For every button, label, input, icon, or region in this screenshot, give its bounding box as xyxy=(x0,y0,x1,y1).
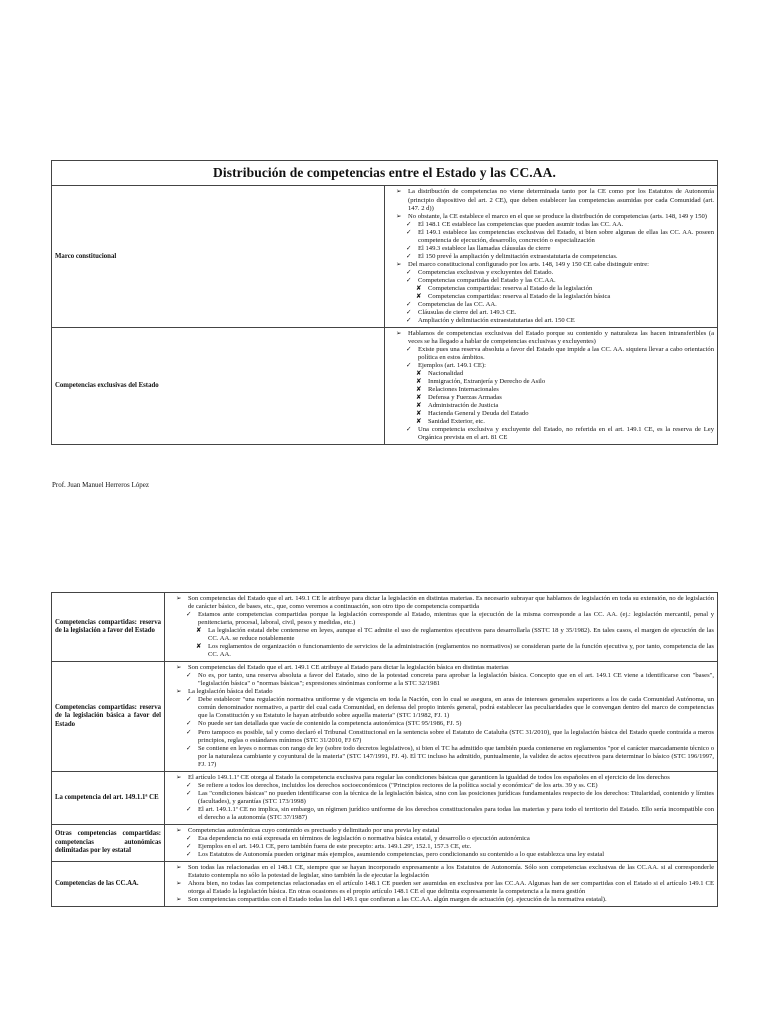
list-item-text: Competencias compartidas: reserva al Estado de la legislación básica xyxy=(428,292,611,300)
list-item xyxy=(168,696,714,720)
cross-bullet-icon: ✘ xyxy=(416,292,422,300)
document-page-1 xyxy=(0,0,768,505)
list-item xyxy=(168,611,714,627)
list-item xyxy=(388,402,714,410)
list-item xyxy=(388,362,714,370)
list-item-text: La distribución de competencias no viene determinada tanto por la CE como por los Estatutos de Autonomía (principio dispositivo del art. 2 CE), que deben establecer las competencias asumidas por cada Comunidad (art. 147. 2 d)) xyxy=(408,188,714,212)
list-item xyxy=(388,317,714,325)
check-bullet-icon: ✓ xyxy=(406,308,412,316)
arrow-bullet-icon: ➢ xyxy=(176,880,182,888)
list-item-text: No es, por tanto, una reserva absoluta a favor del Estado, sino de la potestad concreta para aprobar la legislación básica. Concepto que en el art. 149.1 CE viene a identificarse con "bases", "legislación básica" o "normas básicas"; expresiones sinónimas conforme a la STC 32/1981 xyxy=(198,672,714,688)
list-item xyxy=(388,188,714,212)
row-label: La competencia del art. 149.1.1ª CE xyxy=(52,771,165,824)
check-bullet-icon: ✓ xyxy=(406,316,412,324)
table-row xyxy=(52,328,718,445)
table-row xyxy=(52,771,718,824)
list-item-text: Defensa y Fuerzas Armadas xyxy=(428,394,502,402)
list-item xyxy=(168,896,714,904)
list-item xyxy=(388,229,714,245)
table-row xyxy=(52,861,718,906)
list-item-text: Son todas las relacionadas en el 148.1 CE, siempre que se hayan incorporado expresamente a los Estatutos de Autonomía. Sólo son competencias exclusivas de las CC.AA. si al corresponderle Estatuto contempla no sólo la potestad de legislar, sino también la de ejecutar la legislación xyxy=(188,863,714,879)
document-title: Distribución de competencias entre el Estado y las CC.AA. xyxy=(52,161,718,186)
list-item xyxy=(388,378,714,386)
list-item xyxy=(388,386,714,394)
list-item xyxy=(168,643,714,659)
list-item-text: Relaciones Internacionales xyxy=(428,386,499,394)
list-item xyxy=(168,835,714,843)
check-bullet-icon: ✓ xyxy=(186,672,192,680)
list-item xyxy=(168,851,714,859)
check-bullet-icon: ✓ xyxy=(406,244,412,252)
arrow-bullet-icon: ➢ xyxy=(396,330,402,337)
list-item-text: Son competencias compartidas con el Estado todas las del 149.1 que confieran a las CC.AA. algún margen de actuación (ej. ejecución de la normativa estatal). xyxy=(188,896,607,904)
bullet-list xyxy=(168,595,714,659)
arrow-bullet-icon: ➢ xyxy=(176,595,182,602)
list-item xyxy=(388,277,714,285)
row-content xyxy=(385,186,718,328)
list-item xyxy=(388,394,714,402)
competencias-table-2 xyxy=(51,592,718,907)
check-bullet-icon: ✓ xyxy=(186,850,192,858)
list-item xyxy=(388,426,714,442)
list-item-text: Nacionalidad xyxy=(428,370,464,378)
list-item xyxy=(168,782,714,790)
list-item-text: El art. 149.1.1ª CE no implica, sin embargo, un régimen jurídico uniforme de los derechos constitucionales para todas las materias y para todo el territorio del Estado. Ello sería incompatible con el derecho a la autonomía (STC 37/1987) xyxy=(198,805,714,821)
list-item xyxy=(168,774,714,782)
list-item xyxy=(168,880,714,896)
check-bullet-icon: ✓ xyxy=(186,834,192,842)
list-item-text: Hablamos de competencias exclusivas del Estado porque su contenido y naturaleza las hacen intransferibles (a veces se ha llegado a hablar de competencias exclusivas y excluyentes) xyxy=(408,330,714,346)
bullet-list xyxy=(168,664,714,768)
check-bullet-icon: ✓ xyxy=(406,252,412,260)
row-label: Otras competencias compartidas: competencias autonómicas delimitadas por ley estatal xyxy=(52,824,165,861)
list-item-text: Una competencia exclusiva y excluyente del Estado, no referida en el art. 149.1 CE, es la reserva de Ley Orgánica prevista en el art. 81 CE xyxy=(418,426,714,442)
list-item xyxy=(168,729,714,745)
list-item-text: Ejemplos en el art. 149.1 CE, pero también fuera de este precepto: arts. 149.1.29ª, 152.1, 157.3 CE, etc. xyxy=(198,842,472,850)
competencias-table-1 xyxy=(51,160,718,445)
list-item xyxy=(168,843,714,851)
list-item-text: Hacienda General y Deuda del Estado xyxy=(428,410,529,418)
row-label: Competencias exclusivas del Estado xyxy=(52,328,385,445)
row-content xyxy=(385,328,718,445)
cross-bullet-icon: ✘ xyxy=(416,386,422,394)
row-content xyxy=(165,662,718,771)
bullet-list xyxy=(388,188,714,325)
list-item xyxy=(168,806,714,822)
check-bullet-icon: ✓ xyxy=(186,728,192,736)
check-bullet-icon: ✓ xyxy=(186,720,192,728)
row-label: Competencias compartidas: reserva de la legislación a favor del Estado xyxy=(52,593,165,662)
check-bullet-icon: ✓ xyxy=(406,220,412,228)
list-item-text: Se contiene en leyes o normas con rango de ley (sobre todo decretos legislativos), si bien el TC ha admitido que también pueda contenerse en reglamentos "por el carácter marcadamente técnico o por la naturaleza cambiante y coyuntural de la materia" (STC 147/1991, FJ. 4). El TC incluso ha admitido, puntualmente, la validez de actos ejecutivos para determinar lo básico (STC 196/1997, FJ. 17) xyxy=(198,744,714,768)
list-item-text: Competencias autonómicas cuyo contenido es precisado y delimitado por una previa ley estatal xyxy=(188,826,440,834)
list-item-text: Ejemplos (art. 149.1 CE): xyxy=(418,362,486,370)
list-item xyxy=(388,330,714,346)
list-item-text: Competencias exclusivas y excluyentes del Estado. xyxy=(418,268,554,276)
check-bullet-icon: ✓ xyxy=(186,842,192,850)
list-item xyxy=(168,664,714,672)
list-item xyxy=(388,261,714,269)
list-item-text: La legislación básica del Estado xyxy=(188,688,273,696)
list-item xyxy=(168,627,714,643)
bullet-list xyxy=(168,774,714,822)
list-item xyxy=(388,418,714,426)
list-item xyxy=(388,269,714,277)
list-item xyxy=(168,827,714,835)
table-row xyxy=(52,593,718,662)
list-item xyxy=(168,790,714,806)
cross-bullet-icon: ✘ xyxy=(416,402,422,410)
arrow-bullet-icon: ➢ xyxy=(396,260,402,268)
table-row xyxy=(52,186,718,328)
list-item-text: Ahora bien, no todas las competencias relacionadas en el artículo 148.1 CE pueden ser asumidas en exclusiva por las CC.AA. Algunas han de ser compartidas con el Estado si el artículo 149.1 CE otorga al Estado la legislación básica. En otras ocasiones es el propio artículo 148.1 CE el que delimita expresamente la competencia a la mera gestión xyxy=(188,880,714,896)
list-item xyxy=(388,370,714,378)
list-item-text: El 149.3 establece las llamadas cláusulas de cierre xyxy=(418,244,551,252)
list-item xyxy=(388,410,714,418)
list-item-text: Son competencias del Estado que el art. 149.1 CE atribuye al Estado para dictar la legislación básica en distintas materias xyxy=(188,664,509,672)
check-bullet-icon: ✓ xyxy=(186,611,192,619)
list-item-text: No puede ser tan detallada que vacíe de contenido la competencia autonómica (STC 95/1986, FJ. 5) xyxy=(198,720,462,728)
check-bullet-icon: ✓ xyxy=(186,789,192,797)
list-item-text: El 150 prevé la ampliación y delimitación extraestatutaria de competencias. xyxy=(418,252,618,260)
list-item-text: El artículo 149.1.1ª CE otorga al Estado la competencia exclusiva para regular las condiciones básicas que garanticen la igualdad de todos los españoles en el ejercicio de los derechos xyxy=(188,773,670,781)
check-bullet-icon: ✓ xyxy=(406,300,412,308)
cross-bullet-icon: ✘ xyxy=(416,394,422,402)
cross-bullet-icon: ✘ xyxy=(416,370,422,378)
list-item-text: Del marco constitucional configurado por los arts. 148, 149 y 150 CE cabe distinguir entre: xyxy=(408,260,649,268)
list-item-text: Esa dependencia no está expresada en términos de legislación o normativa básica estatal, y desarrollo o ejecución autonómica xyxy=(198,834,530,842)
row-content xyxy=(165,771,718,824)
arrow-bullet-icon: ➢ xyxy=(176,826,182,834)
table-row xyxy=(52,824,718,861)
list-item-text: Los Estatutos de Autonomía pueden originar más ejemplos, asumiendo competencias, pero condicionando su contenido a lo que establezca una ley estatal xyxy=(198,850,605,858)
arrow-bullet-icon: ➢ xyxy=(176,773,182,781)
row-content xyxy=(165,593,718,662)
list-item xyxy=(388,301,714,309)
list-item xyxy=(168,595,714,611)
cross-bullet-icon: ✘ xyxy=(416,284,422,292)
list-item xyxy=(388,253,714,261)
check-bullet-icon: ✓ xyxy=(406,268,412,276)
arrow-bullet-icon: ➢ xyxy=(176,863,182,871)
list-item xyxy=(168,720,714,728)
arrow-bullet-icon: ➢ xyxy=(396,188,402,196)
arrow-bullet-icon: ➢ xyxy=(176,896,182,904)
list-item-text: Los reglamentos de organización o funcionamiento de servicios de la administración (reglamentos no normativos) se consideran parte de la función ejecutiva y, por tanto, competencia de las CC. AA. xyxy=(208,643,714,659)
list-item xyxy=(168,864,714,880)
list-item-text: Existe pues una reserva absoluta a favor del Estado que impide a las CC. AA. siquiera llevar a cabo orientación política en estos ámbitos. xyxy=(418,346,714,362)
document-page-2 xyxy=(0,588,768,1024)
check-bullet-icon: ✓ xyxy=(186,781,192,789)
check-bullet-icon: ✓ xyxy=(186,805,192,813)
list-item-text: El 148.1 CE establece las competencias que pueden asumir todas las CC. AA. xyxy=(418,220,624,228)
row-label: Competencias compartidas: reserva de la legislación básica a favor del Estado xyxy=(52,662,165,771)
arrow-bullet-icon: ➢ xyxy=(176,664,182,672)
cross-bullet-icon: ✘ xyxy=(416,410,422,418)
list-item xyxy=(388,221,714,229)
row-content xyxy=(165,824,718,861)
list-item xyxy=(388,309,714,317)
list-item xyxy=(168,745,714,769)
list-item xyxy=(388,346,714,362)
list-item-text: La legislación estatal debe contenerse en leyes, aunque el TC admite el uso de reglamentos ejecutivos para desarrollarla (SSTC 18 y 35/1982). En tales casos, el margen de ejecución de las CC. AA. se reduce notablemente xyxy=(208,627,714,643)
bullet-list xyxy=(168,827,714,859)
row-label: Marco constitucional xyxy=(52,186,385,328)
check-bullet-icon: ✓ xyxy=(406,228,412,236)
cross-bullet-icon: ✘ xyxy=(196,627,202,635)
list-item-text: Ampliación y delimitación extraestatutarias del art. 150 CE xyxy=(418,316,575,324)
list-item-text: Se refiere a todos los derechos, incluidos los derechos socioeconómicos ("Principios rectores de la política social y económica" de los arts. 39 y ss. CE) xyxy=(198,781,598,789)
check-bullet-icon: ✓ xyxy=(406,362,412,370)
list-item-text: Competencias compartidas: reserva al Estado de la legislación xyxy=(428,284,593,292)
bullet-list xyxy=(388,330,714,442)
list-item-text: Pero tampoco es posible, tal y como declaró el Tribunal Constitucional en la sentencia sobre el Estatuto de Cataluña (STC 31/2010), que la legislación básica del Estado quede contraída a meros principios, reglas o estándares mínimos (STC 31/2010, FJ 67) xyxy=(198,728,714,744)
cross-bullet-icon: ✘ xyxy=(416,378,422,386)
list-item-text: Las "condiciones básicas" no pueden identificarse con la técnica de la legislación básica, sino con las posiciones jurídicas fundamentales respecto de los derechos: Titularidad, contenido y límites (facultades), y garantías (STC 173/1998) xyxy=(198,789,714,805)
list-item xyxy=(388,285,714,293)
list-item xyxy=(388,213,714,221)
list-item-text: Estamos ante competencias compartidas porque la legislación corresponde al Estado, mientras que la ejecución de la misma corresponde a las CC. AA. (ej.: legislación mercantil, penal y penitenciaria, procesal, laboral, civil, pesos y medidas, etc.) xyxy=(198,611,714,627)
check-bullet-icon: ✓ xyxy=(406,346,412,354)
list-item-text: Competencias de las CC. AA. xyxy=(418,300,497,308)
list-item-text: Debe establecer "una regulación normativa uniforme y de vigencia en toda la Nación, con lo cual se asegura, en aras de intereses generales superiores a los de cada Comunidad Autónoma, un común denominador normativo, a partir del cual cada Comunidad, en defensa del propio interés general, podrá establecer las peculiaridades que le convengan dentro del marco de competencias que la Constitución y su Estatuto le hayan atribuido sobre aquella materia" (STC 1/1982, FJ. 1) xyxy=(198,696,714,720)
list-item xyxy=(168,672,714,688)
list-item xyxy=(388,293,714,301)
list-item-text: El 149.1 establece las competencias exclusivas del Estado, si bien sobre algunas de ellas las CC. AA. poseen competencia de ejecución, desarrollo, concreción o especialización xyxy=(418,228,714,244)
list-item-text: Son competencias del Estado que el art. 149.1 CE le atribuye para dictar la legislación en distintas materias. Es necesario subrayar que hablamos de legislación en toda su extensión, no de legislación de carácter básico, de bases, etc., que, como veremos a continuación, son otro tipo de competencia compartida xyxy=(188,595,714,611)
list-item xyxy=(388,245,714,253)
list-item-text: Sanidad Exterior, etc. xyxy=(428,418,485,426)
arrow-bullet-icon: ➢ xyxy=(396,212,402,220)
list-item-text: Cláusulas de cierre del art. 149.3 CE. xyxy=(418,308,517,316)
arrow-bullet-icon: ➢ xyxy=(176,688,182,696)
author-footer: Prof. Juan Manuel Herreros López xyxy=(52,481,149,489)
check-bullet-icon: ✓ xyxy=(406,276,412,284)
list-item-text: No obstante, la CE establece el marco en el que se produce la distribución de competencias (arts. 148, 149 y 150) xyxy=(408,212,708,220)
list-item xyxy=(168,688,714,696)
list-item-text: Administración de Justicia xyxy=(428,402,499,410)
list-item-text: Competencias compartidas del Estado y las CC.AA. xyxy=(418,276,556,284)
cross-bullet-icon: ✘ xyxy=(416,418,422,426)
list-item-text: Inmigración, Extranjería y Derecho de Asilo xyxy=(428,378,546,386)
check-bullet-icon: ✓ xyxy=(406,426,412,434)
bullet-list xyxy=(168,864,714,904)
check-bullet-icon: ✓ xyxy=(186,696,192,704)
check-bullet-icon: ✓ xyxy=(186,744,192,752)
row-content xyxy=(165,861,718,906)
table-row xyxy=(52,662,718,771)
cross-bullet-icon: ✘ xyxy=(196,643,202,651)
row-label: Competencias de las CC.AA. xyxy=(52,861,165,906)
